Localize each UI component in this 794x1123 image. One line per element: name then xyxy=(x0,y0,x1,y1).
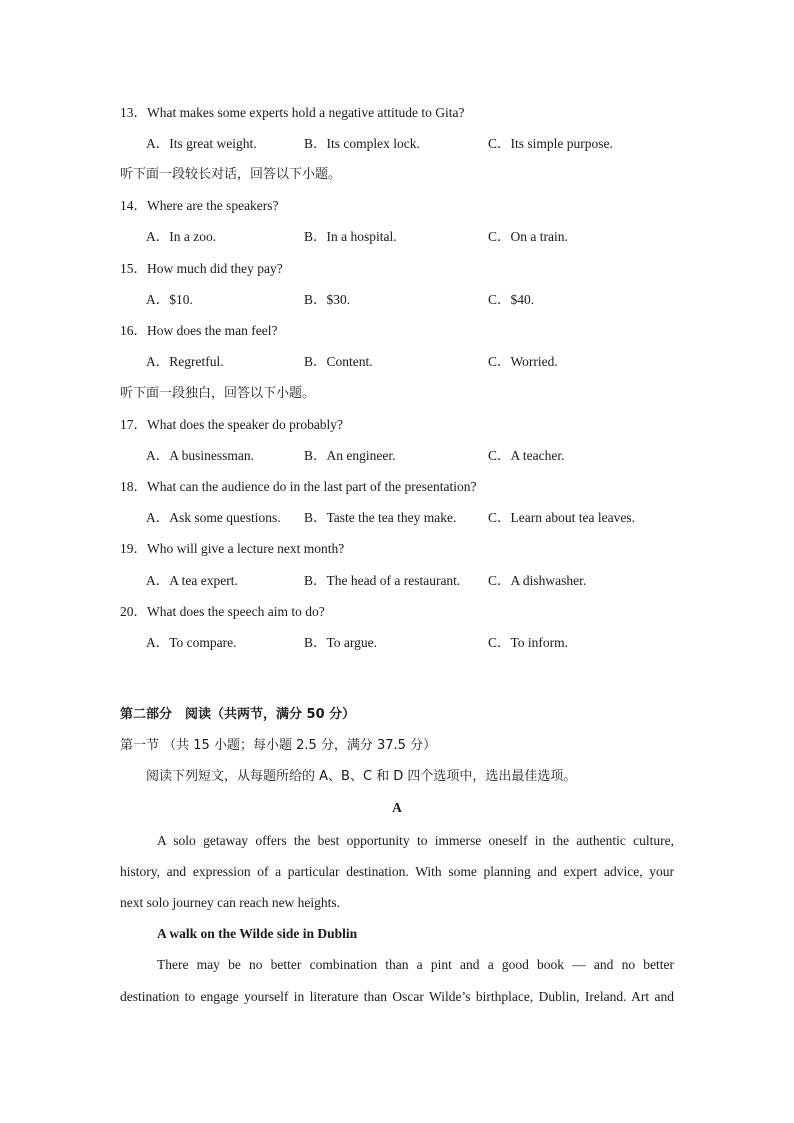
passage-body-line-1: There may be no better combination than a pint and a good book — and no better xyxy=(157,957,674,972)
question-19-option-c: C．A dishwasher. xyxy=(488,573,587,588)
question-15-option-a: A．$10. xyxy=(146,292,193,307)
question-20-option-a: A．To compare. xyxy=(146,635,237,650)
question-20-option-c: C．To inform. xyxy=(488,635,569,650)
question-15-option-b: B．$30. xyxy=(304,292,351,307)
question-15-option-c: C．$40. xyxy=(488,292,535,307)
instruction-long-dialogue: 听下面一段较长对话，回答以下小题。 xyxy=(120,167,342,182)
instruction-monologue: 听下面一段独白，回答以下小题。 xyxy=(120,386,316,401)
passage-subheading: A walk on the Wilde side in Dublin xyxy=(157,926,358,941)
question-14-option-c: C．On a train. xyxy=(488,229,568,244)
question-14-stem: 14．Where are the speakers? xyxy=(120,198,279,213)
question-13-stem: 13．What makes some experts hold a negative attitude to Gita? xyxy=(120,105,465,120)
part2-title: 第二部分 阅读（共两节，满分 50 分） xyxy=(120,707,356,722)
question-13-option-c: C．Its simple purpose. xyxy=(488,136,613,151)
question-17-stem: 17．What does the speaker do probably? xyxy=(120,417,344,432)
question-19-option-b: B．The head of a restaurant. xyxy=(304,573,461,588)
passage-label: A xyxy=(392,800,402,815)
question-13-option-a: A．Its great weight. xyxy=(146,136,257,151)
question-19-stem: 19．Who will give a lecture next month? xyxy=(120,541,345,556)
question-13-option-b: B．Its complex lock. xyxy=(304,136,420,151)
question-16-option-c: C．Worried. xyxy=(488,354,558,369)
question-19-option-a: A．A tea expert. xyxy=(146,573,238,588)
question-17-option-b: B．An engineer. xyxy=(304,448,396,463)
question-14-option-a: A．In a zoo. xyxy=(146,229,217,244)
part2-direction: 阅读下列短文，从每题所给的 A、B、C 和 D 四个选项中，选出最佳选项。 xyxy=(146,769,577,784)
question-18-option-b: B．Taste the tea they make. xyxy=(304,510,457,525)
question-17-option-c: C．A teacher. xyxy=(488,448,565,463)
question-18-option-c: C．Learn about tea leaves. xyxy=(488,510,635,525)
question-17-option-a: A．A businessman. xyxy=(146,448,254,463)
question-18-option-a: A．Ask some questions. xyxy=(146,510,281,525)
question-18-stem: 18．What can the audience do in the last part of the presentation? xyxy=(120,479,477,494)
passage-intro-line-3: next solo journey can reach new heights. xyxy=(120,895,341,910)
question-20-stem: 20．What does the speech aim to do? xyxy=(120,604,325,619)
part2-section1-heading: 第一节 （共 15 小题；每小题 2.5 分，满分 37.5 分） xyxy=(120,738,437,753)
question-14-option-b: B．In a hospital. xyxy=(304,229,397,244)
question-15-stem: 15．How much did they pay? xyxy=(120,261,283,276)
question-16-stem: 16．How does the man feel? xyxy=(120,323,278,338)
question-16-option-a: A．Regretful. xyxy=(146,354,224,369)
passage-intro-line-2: history, and expression of a particular destination. With some planning and expert advice, your xyxy=(120,864,674,879)
question-20-option-b: B．To argue. xyxy=(304,635,378,650)
passage-body-line-2: destination to engage yourself in literature than Oscar Wilde’s birthplace, Dublin, Ireland. Art and xyxy=(120,989,674,1004)
question-16-option-b: B．Content. xyxy=(304,354,373,369)
passage-intro-line-1: A solo getaway offers the best opportunity to immerse oneself in the authentic culture, xyxy=(157,833,674,848)
